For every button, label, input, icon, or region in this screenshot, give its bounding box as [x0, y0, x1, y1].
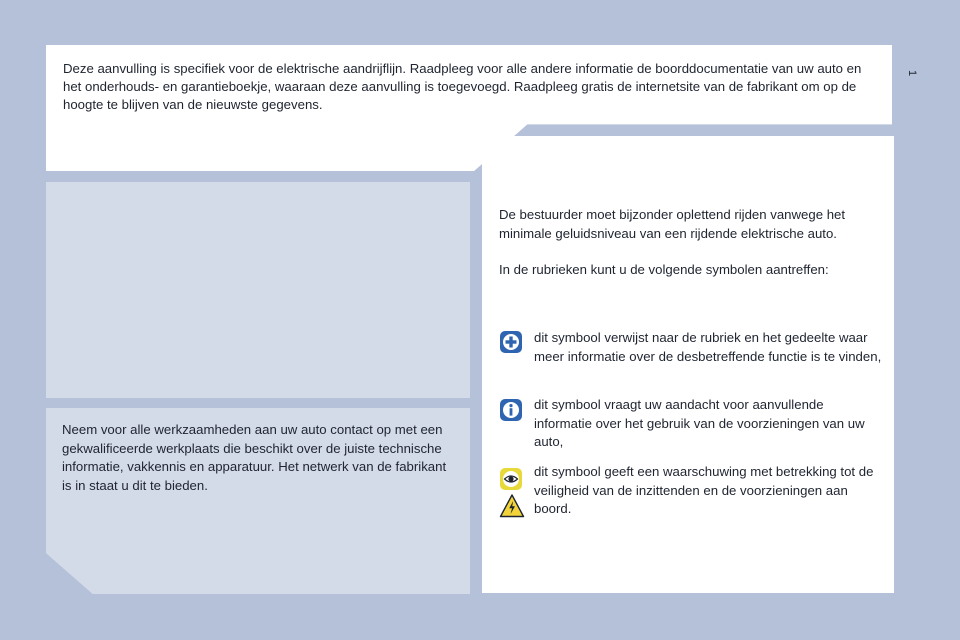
intro-text: Deze aanvulling is specifiek voor de elektrische aandrijflijn. Raadpleeg voor alle andere informatie de boorddocumentatie van uw auto en het onderhouds- en garantieboekje, waaraan deze aanvulling is toegevoegd. Raadpleeg gratis de internetsite van de fabrikant om op de hoogte te blijven van de nieuwste gegevens. — [63, 61, 862, 112]
workshop-note-text: Neem voor alle werkzaamheden aan uw auto contact op met een gekwalificeerde werkplaats die beschikt over de juiste technische informatie, vakkennis en apparatuur. Het netwerk van de fabrikant is in staat u dit te bieden. — [62, 422, 447, 493]
symbol-eye-text: dit symbool geeft een waarschuwing met betrekking tot de veiligheid van de inzittenden en de voorzieningen aan boord. — [534, 464, 874, 516]
high-voltage-warning-icon — [499, 493, 525, 519]
eye-icon — [500, 468, 522, 490]
plus-icon — [500, 331, 522, 353]
symbol-plus-text: dit symbool verwijst naar de rubriek en het gedeelte waar meer informatie over de desbetreffende functie is te vinden, — [534, 330, 882, 364]
page-number: 1 — [906, 70, 918, 77]
info-icon — [500, 399, 522, 421]
symbols-intro-text: In de rubrieken kunt u de volgende symbolen aantreffen: — [499, 262, 829, 277]
symbol-info-text: dit symbool vraagt uw aandacht voor aanvullende informatie over het gebruik van de voorzieningen van uw auto, — [534, 397, 865, 449]
image-placeholder-panel — [46, 182, 470, 398]
driver-warning-text: De bestuurder moet bijzonder oplettend rijden vanwege het minimale geluidsniveau van een rijdende elektrische auto. — [499, 207, 846, 241]
